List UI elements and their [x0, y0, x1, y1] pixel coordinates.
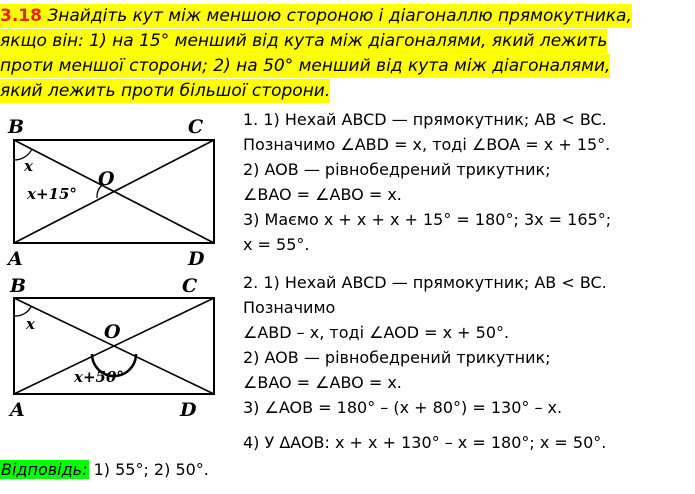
- vertex-a-1: A: [8, 248, 23, 267]
- solution1-line-3: 2) AOB — рівнобедрений трикутник;: [243, 160, 551, 179]
- solution2-line-7: 4) У ΔAOB: x + x + 130° – x = 180°; x = 50°.: [243, 433, 607, 452]
- problem-line-4: [0, 79, 330, 103]
- answer-row: [0, 458, 209, 482]
- solution1-line-4: ∠BAO = ∠ABO = x.: [243, 185, 402, 204]
- solution2-line-3: ∠ABD – x, тоді ∠AOD = x + 50°.: [243, 323, 510, 342]
- problem-number: 3.18: [0, 6, 42, 26]
- answer-text: 1) 55°; 2) 50°.: [88, 460, 209, 479]
- figure-rectangle-2: [0, 270, 240, 420]
- problem-text-4: який лежить проти більшої сторони.: [0, 81, 331, 101]
- vertex-d-2: D: [180, 399, 197, 420]
- solution2-line-6: 3) ∠AOB = 180° – (x + 80°) = 130° – x.: [243, 398, 563, 417]
- solution1-line-5: 3) Маємо x + x + x + 15° = 180°; 3x = 165°;: [243, 210, 612, 229]
- vertex-c-1: C: [188, 116, 204, 138]
- problem-line-1: [0, 4, 632, 28]
- angle-label-x-1: x: [24, 157, 33, 175]
- problem-text-2: якщо він: 1) на 15° менший від кута між діагоналями, який лежить: [0, 31, 608, 51]
- problem-text-1: Знайдіть кут між меншою стороною і діагоналлю прямокутника,: [47, 6, 632, 26]
- vertex-a-2: A: [10, 399, 25, 420]
- solution1-line-6: x = 55°.: [243, 235, 310, 254]
- vertex-b-1: B: [8, 116, 25, 138]
- figure-rectangle-1: [0, 105, 240, 267]
- center-o-1: O: [98, 168, 115, 190]
- solution2-line-5: ∠BAO = ∠ABO = x.: [243, 373, 402, 392]
- solution1-line-2: Позначимо ∠ABD = x, тоді ∠BOA = x + 15°.: [243, 135, 611, 154]
- problem-line-2: [0, 29, 607, 53]
- solution1-line-1: 1. 1) Нехай ABCD — прямокутник; AB < BC.: [243, 110, 607, 129]
- problem-line-3: [0, 54, 610, 78]
- vertex-c-2: C: [182, 275, 198, 297]
- vertex-b-2: B: [10, 275, 27, 297]
- angle-label-expr-1: x+15°: [27, 185, 77, 203]
- angle-label-x-2: x: [26, 315, 35, 333]
- solution2-line-1: 2. 1) Нехай ABCD — прямокутник; AB < BC.: [243, 273, 607, 292]
- angle-label-expr-2: x+50°: [74, 368, 124, 386]
- solution2-line-2: Позначимо: [243, 298, 336, 317]
- answer-label: Відповідь:: [1, 460, 88, 479]
- solution2-line-4: 2) AOB — рівнобедрений трикутник;: [243, 348, 551, 367]
- problem-text-3: проти меншої сторони; 2) на 50° менший від кута між діагоналями,: [0, 56, 611, 76]
- vertex-d-1: D: [188, 248, 205, 267]
- center-o-2: O: [104, 321, 121, 343]
